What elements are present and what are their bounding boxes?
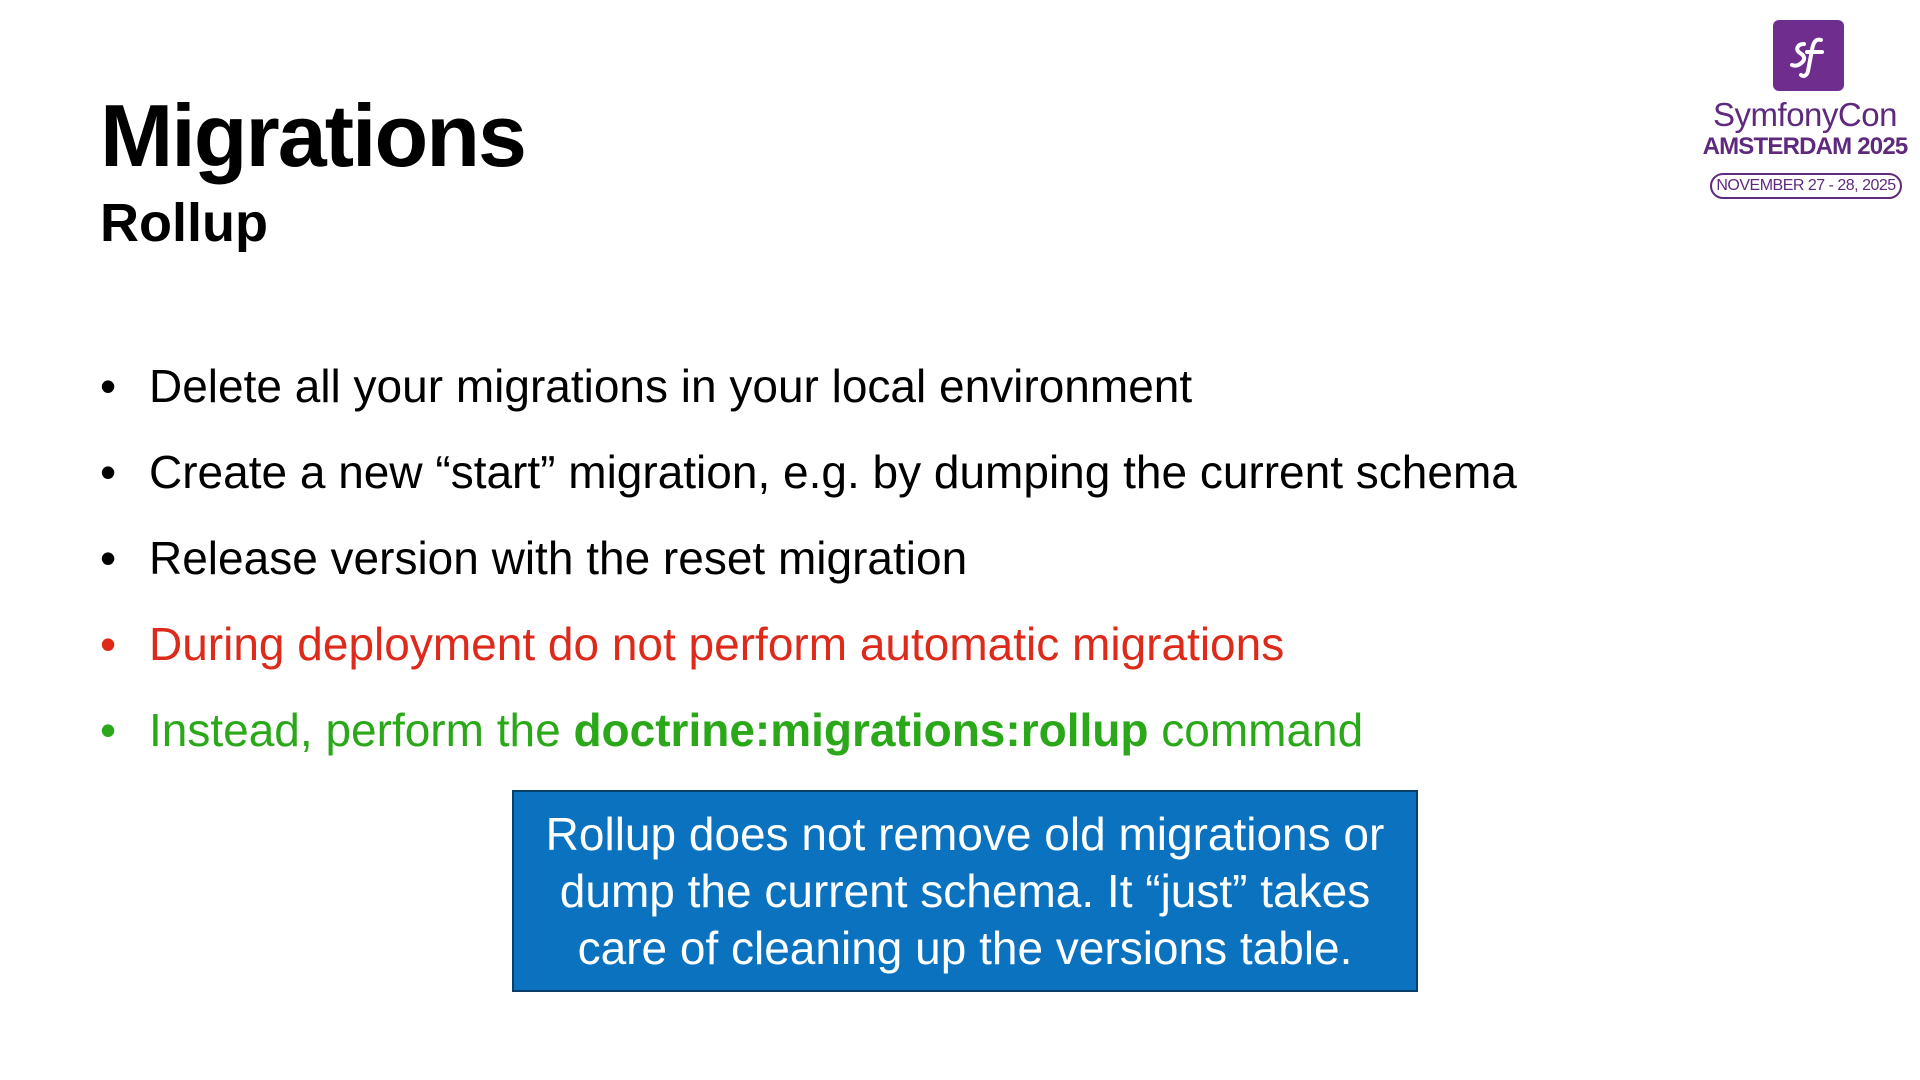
rollup-command: doctrine:migrations:rollup [573,704,1149,756]
bullet-text-suffix: command [1148,704,1364,756]
bullet-text-prefix: Instead, perform the [149,704,574,756]
rollup-note-box [512,790,1418,992]
note-line: Rollup does not remove old migrations or [545,808,1385,860]
bullet-marker: • [100,360,117,412]
bullet-text: During deployment do not perform automatic migrations [149,618,1285,670]
bullet-marker: • [100,446,117,498]
bullet-item-instruction [100,694,1517,780]
logo-dates-badge: NOVEMBER 27 - 28, 2025 [1710,173,1902,199]
bullet-item [100,436,1517,522]
logo-conference-name: SymfonyCon [1713,96,1897,133]
bullet-list [100,350,1517,780]
slide-title: Migrations [100,86,525,185]
bullet-marker: • [100,532,117,584]
logo-city-year: AMSTERDAM 2025 [1702,133,1908,160]
note-line: care of cleaning up the versions table. [577,922,1353,974]
bullet-marker: • [100,704,117,756]
bullet-item [100,350,1517,436]
symfony-logo-icon [1773,20,1844,91]
note-line: dump the current schema. It “just” takes [559,865,1371,917]
bullet-text: Delete all your migrations in your local environment [149,360,1193,412]
bullet-text: Release version with the reset migration [149,532,968,584]
symfonycon-logo [1700,18,1910,203]
bullet-marker: • [100,618,117,670]
slide-subtitle: Rollup [100,193,268,253]
bullet-item-warning [100,608,1517,694]
bullet-text: Create a new “start” migration, e.g. by dumping the current schema [149,446,1517,498]
bullet-item [100,522,1517,608]
